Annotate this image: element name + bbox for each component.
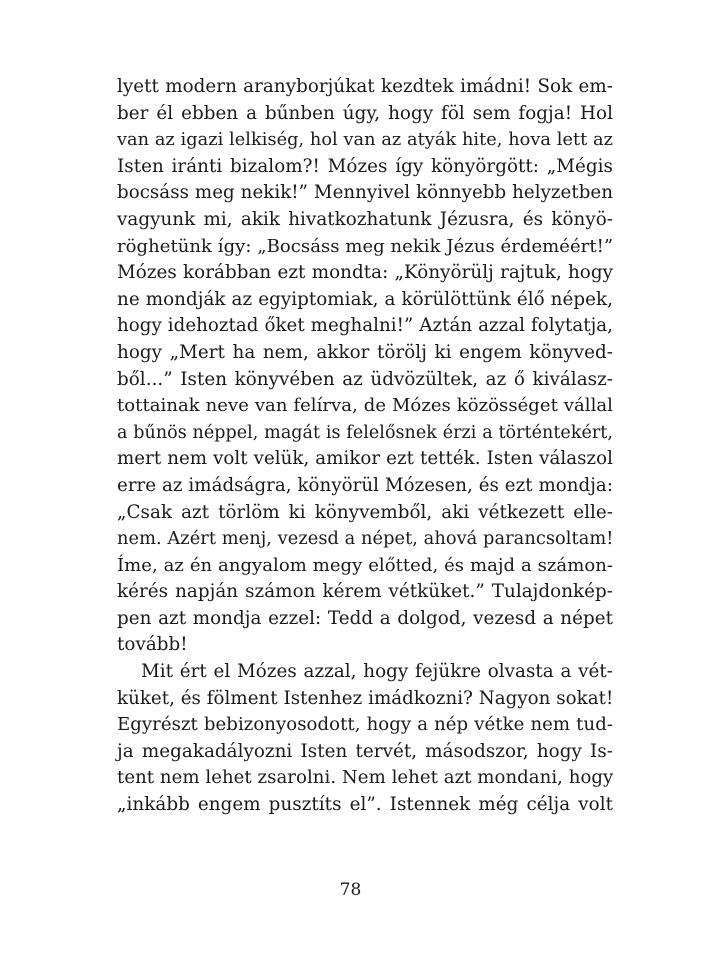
text-line: mert nem volt velük, amikor ezt tették. Isten válaszol	[117, 448, 613, 470]
text-line: tovább!	[117, 634, 188, 656]
text-line: tottainak neve van felírva, de Mózes közösséget vállal	[117, 395, 613, 417]
page-number: 78	[339, 880, 362, 900]
text-line: Isten iránti bizalom?! Mózes így könyörgött: „Mégis	[117, 155, 613, 177]
text-line: „Csak azt törlöm ki könyvemből, aki vétkezett elle-	[117, 501, 613, 523]
text-line: van az igazi lelkiség, hol van az atyák hite, hova lett az	[117, 130, 613, 151]
text-line: ber él ebben a bűnben úgy, hogy föl sem fogja! Hol	[117, 102, 613, 124]
paragraph-2	[117, 659, 613, 819]
text-line: bocsáss meg nekik!” Mennyivel könnyebb helyzetben	[117, 182, 613, 204]
text-line: ja megakadályozni Isten tervét, másodszor, hogy Is-	[117, 740, 613, 762]
text-line: vagyunk mi, akik hivatkozhatunk Jézusra, és könyö-	[117, 208, 613, 230]
text-line: a bűnös néppel, magát is felelősnek érzi a történtekért,	[117, 422, 613, 443]
text-line: Íme, az én angyalom megy előtted, és majd a számon-	[117, 554, 613, 576]
text-line: tent nem lehet zsarolni. Nem lehet azt mondani, hogy	[117, 767, 614, 789]
text-line: kérés napján számon kérem vétküket.” Tulajdonkép-	[117, 581, 613, 603]
text-line: lyett modern aranyborjúkat kezdtek imádni! Sok em-	[117, 76, 613, 97]
text-line: Egyrészt bebizonyosodott, hogy a nép vétke nem tud-	[117, 714, 613, 736]
text-line: Mit ért el Mózes azzal, hogy fejükre olvasta a vét-	[141, 661, 613, 683]
text-line: „inkább engem pusztíts el”. Istennek még célja volt	[117, 794, 613, 816]
body-text	[117, 74, 613, 819]
text-line: pen azt mondja ezzel: Tedd a dolgod, vezesd a népet	[117, 607, 613, 629]
paragraph-1	[117, 74, 613, 659]
text-line: ből...” Isten könyvében az üdvözültek, az ő kiválasz-	[117, 368, 613, 390]
text-line: ne mondják az egyiptomiak, a körülöttünk élő népek,	[117, 288, 613, 310]
text-line: hogy „Mert ha nem, akkor törölj ki engem könyved-	[117, 341, 613, 363]
text-line: hogy idehoztad őket meghalni!” Aztán azzal folytatja,	[117, 315, 613, 337]
text-line: Mózes korábban ezt mondta: „Könyörülj rajtuk, hogy	[117, 262, 613, 284]
text-line: nem. Azért menj, vezesd a népet, ahová parancsoltam!	[117, 528, 614, 550]
text-line: röghetünk így: „Bocsáss meg nekik Jézus érdeméért!”	[117, 235, 614, 257]
text-line: küket, és fölment Istenhez imádkozni? Nagyon sokat!	[117, 687, 614, 709]
text-line: erre az imádságra, könyörül Mózesen, és ezt mondja:	[117, 474, 613, 496]
